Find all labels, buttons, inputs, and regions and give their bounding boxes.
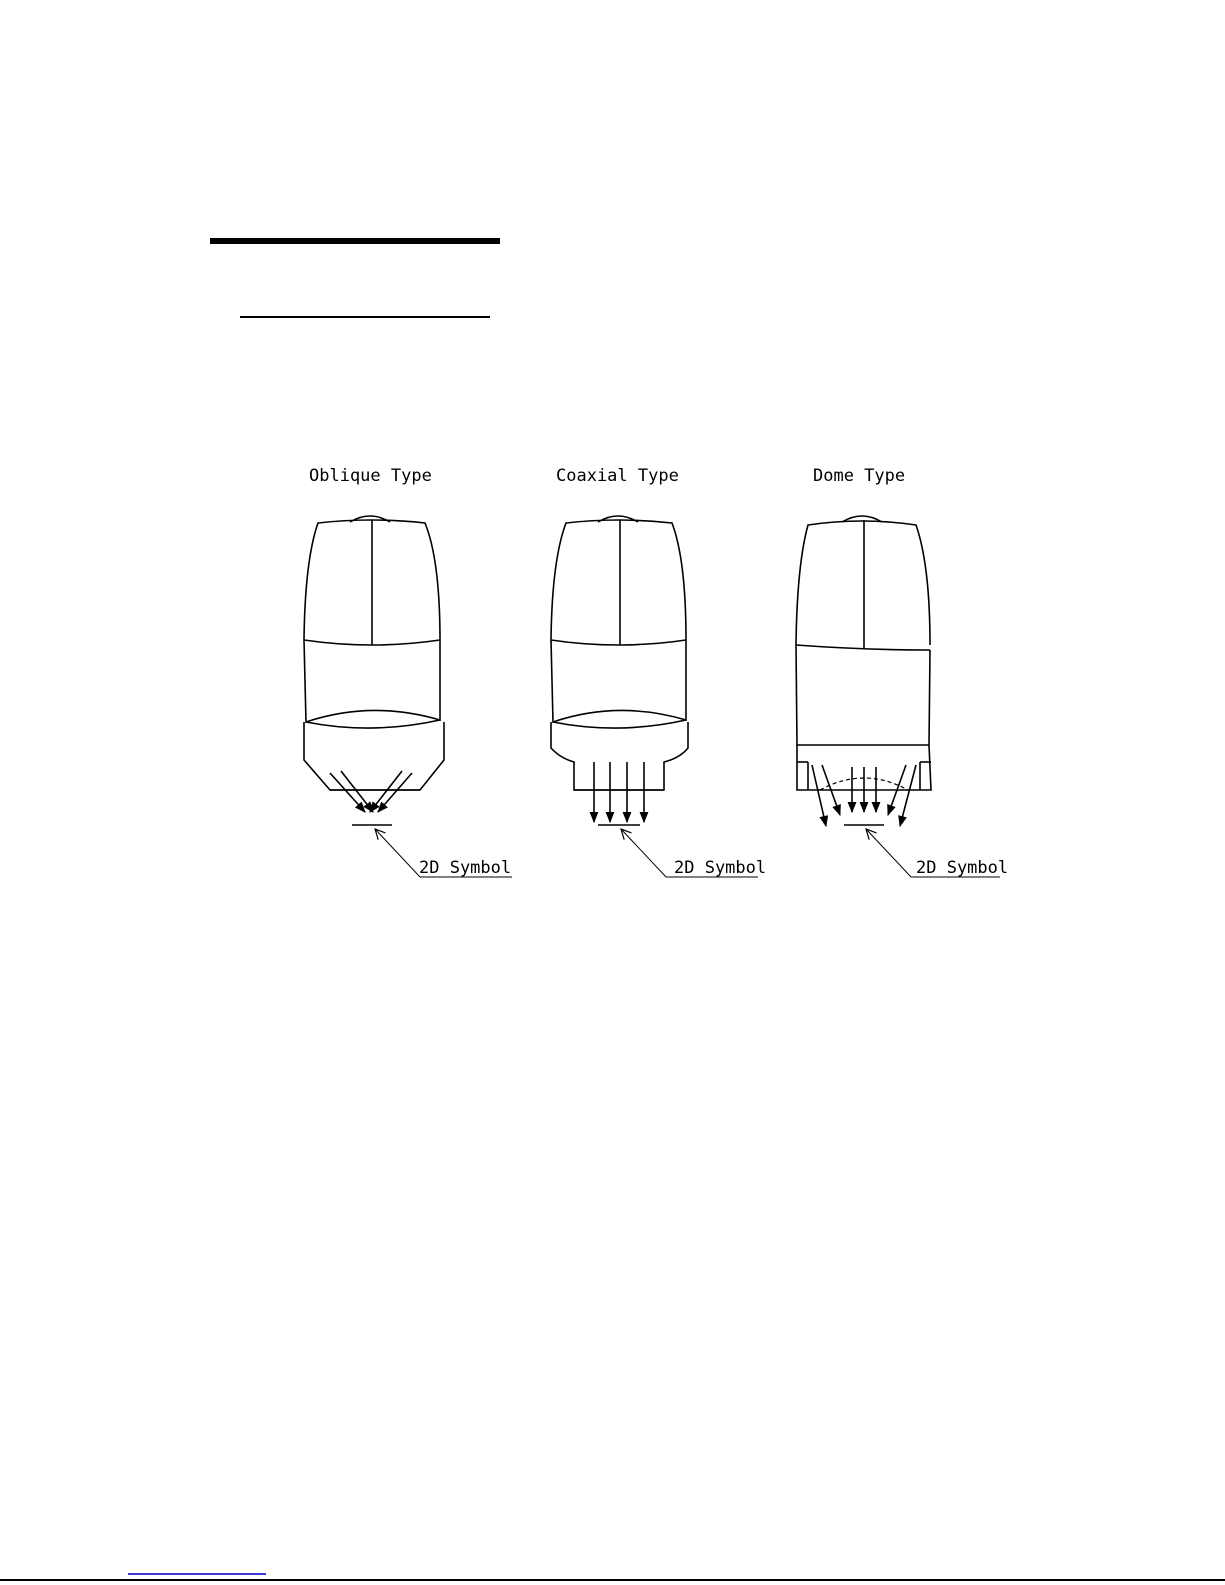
oblique-type-reader (304, 466, 512, 878)
dome-2d-symbol-label: 2D Symbol (916, 858, 1009, 878)
footer-link-underline[interactable] (128, 1573, 266, 1575)
coaxial-type-title: Coaxial Type (556, 466, 679, 486)
oblique-type-title: Oblique Type (309, 466, 432, 486)
coaxial-2d-symbol-label: 2D Symbol (674, 858, 767, 878)
oblique-2d-symbol-label: 2D Symbol (419, 858, 512, 878)
dome-type-title: Dome Type (813, 466, 906, 486)
coaxial-type-reader (551, 466, 766, 878)
footer-rule (0, 1579, 1225, 1581)
dome-type-reader (796, 466, 1008, 878)
